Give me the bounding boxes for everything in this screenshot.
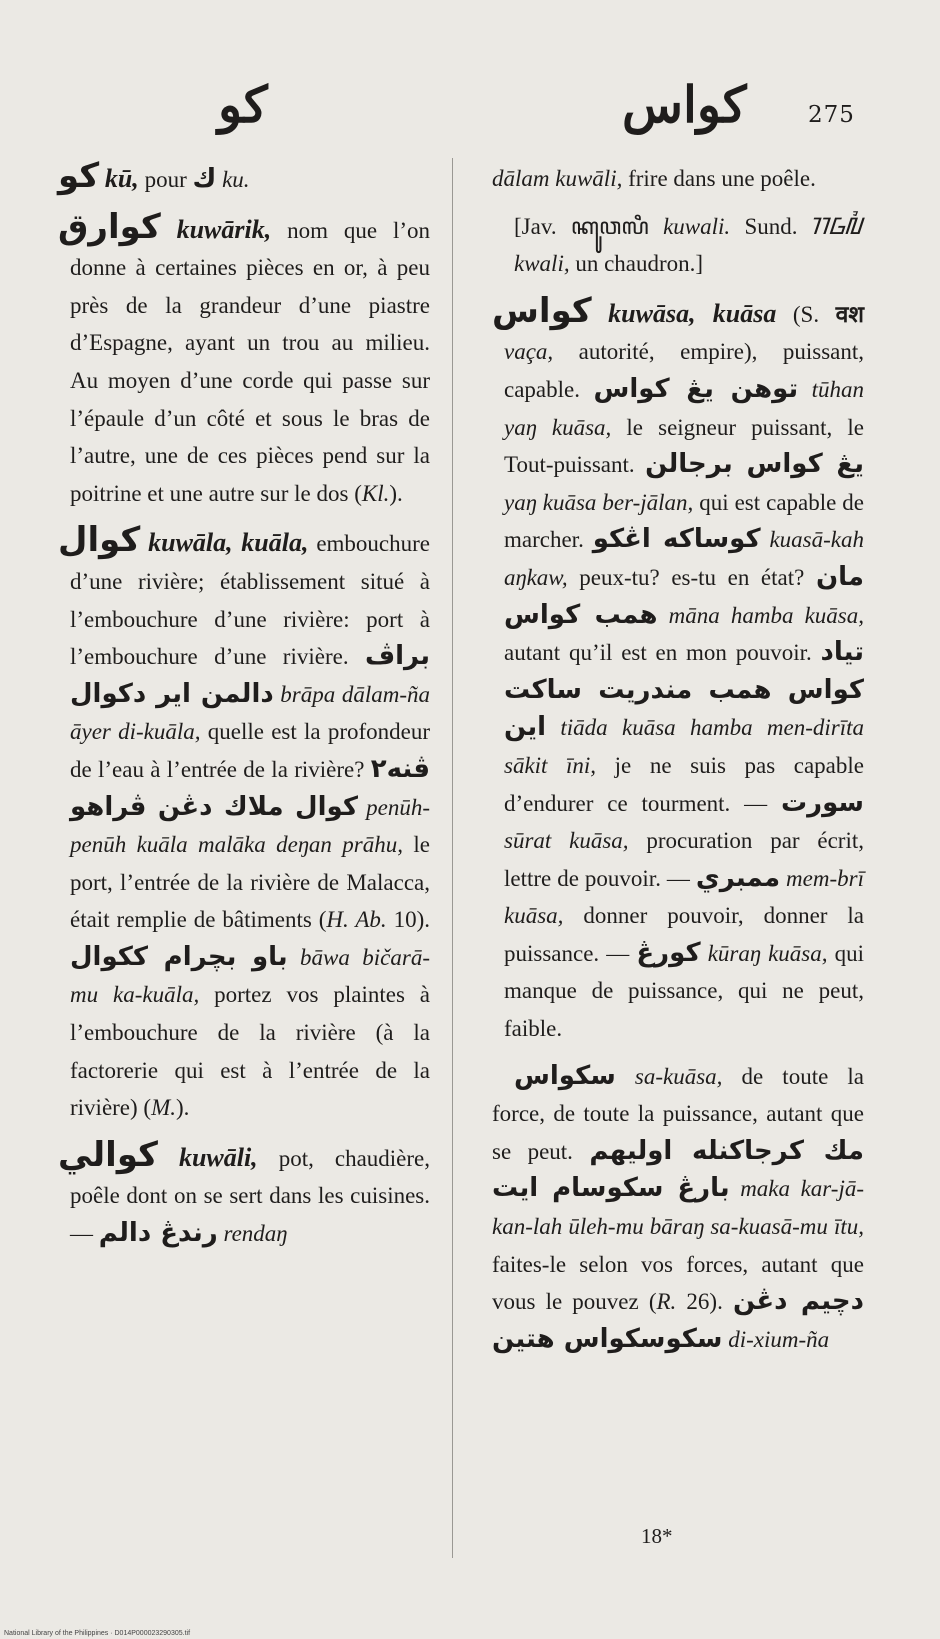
entry-translit: dālam kuwāli, [492, 166, 623, 191]
signature-mark: 18* [641, 1524, 673, 1548]
entry-text: le seigneur puissant, le Tout-puissant. [504, 414, 864, 478]
entry-kuwala [58, 522, 430, 1127]
entry-text: faites-le selon vos forces, autant que vous le pouvez ( [492, 1251, 864, 1315]
entry-text: le port, l’entrée de la rivière de Malacca, était remplie de bâtiments ( [70, 832, 430, 933]
entry-translit: penūh-penūh kuāla malāka deŋan prāhu, [70, 794, 431, 858]
entry-translit: bāwa bičarā-mu ka-kuāla, [70, 944, 430, 1008]
page-number: 275 [808, 102, 855, 128]
entry-arabic-inline: ك [192, 164, 217, 194]
entry-text: ). [389, 480, 403, 506]
note-text: Sund. [730, 213, 812, 239]
entry-headword: kuwāli, [178, 1142, 258, 1172]
header-arabic-right: كواس [622, 75, 747, 134]
entry-text: embouchure d’une rivière; établissement situé à l’embouchure d’une rivière: port à l’embouchure d’une rivière. [70, 531, 430, 670]
entry-translit: sa-kuāsa, [615, 1063, 723, 1089]
entry-kuwarik [58, 206, 430, 513]
entry-text: de toute la force, de toute la puissance, autant que se peut. [492, 1063, 864, 1164]
entry-translit: maka kar-jā-kan-lah ūleh-mu bāraŋ sa-kuasā-mu ītu, [492, 1176, 864, 1240]
entry-text: quelle est la profondeur de l’eau à l’entrée de la rivière? [70, 719, 431, 782]
entry-text: qui est capable de marcher. [504, 489, 865, 553]
entry-arabic-inline: براڤ دالمن اير دكوال [70, 641, 430, 709]
entry-arabic-inline: يڠ كواس برجالن [645, 449, 864, 480]
javanese-script: ꦏꦸꦮꦭꦶ [570, 213, 649, 239]
entry-kuwali-cont [492, 160, 864, 198]
entry-text: donner pouvoir, donner la puissance. — [504, 903, 864, 966]
entry-text: portez vos plaintes à l’embouchure de la rivière (à la factorerie qui est à l’entrée de la rivière) ( [70, 982, 430, 1121]
entry-text: nom que l’on donne à certaines pièces en or, à peu près de la grandeur d’une piastre d’Espagne, ayant un trou au milieu. Au moyen d’une corde qui passe sur l’épaule d’un côté et sous le bras de l’autre, une de ces pièces pend sur la poitrine et une autre sur le dos ( [70, 217, 430, 506]
entry-arabic-inline: رندڠ دالم [98, 1218, 218, 1249]
entry-text: pour [138, 167, 193, 192]
entry-translit: sūrat kuāsa, [504, 828, 629, 854]
entry-translit: brāpa dālam-ña āyer di-kuāla, [70, 681, 430, 745]
entry-text: ). [176, 1095, 190, 1121]
entry-reference: Kl. [361, 480, 390, 506]
entry-translit: kūraŋ kuāsa, [700, 940, 828, 966]
entry-ku [58, 158, 430, 199]
entry-text: pot, chaudière, poêle dont on se sert dans les cuisines. — [70, 1145, 430, 1247]
note-text: [Jav. [514, 213, 571, 239]
left-column [58, 158, 430, 1263]
entry-arabic-inline: كورڠ [636, 937, 701, 968]
entry-arabic: كواس [492, 290, 592, 331]
entry-arabic-inline: دچيم دڠن سكوسكواس هتين [492, 1286, 864, 1354]
entry-reference: M. [151, 1095, 177, 1121]
entry-kuwali [58, 1134, 430, 1253]
entry-text: autant qu’il est en mon pouvoir. [504, 640, 821, 666]
header-arabic-left: كو [218, 75, 268, 134]
entry-arabic-inline: ڤنه٢ كوال ملاك دڠن ڤراهو [70, 753, 430, 822]
entry-translit: māna hamba kuāsa, [657, 602, 864, 628]
entry-arabic: كوارق [58, 206, 161, 247]
sundanese-script: ᮊᮝᮜᮤ [811, 213, 864, 239]
entry-translit: ku. [222, 167, 250, 192]
entry-text: (S. [776, 301, 836, 327]
note-translit: kuwali. [648, 213, 731, 239]
sanskrit-word: वश [835, 301, 864, 327]
entry-headword: kuwāla, kuāla, [148, 528, 309, 558]
entry-sakuasa [492, 1058, 864, 1359]
entry-text: 26). [676, 1289, 733, 1315]
entry-text: procuration par écrit, lettre de pouvoir. — [504, 828, 864, 891]
entry-translit: tūhan yaŋ kuāsa, [504, 376, 865, 440]
entry-reference: R. [656, 1289, 677, 1315]
entry-translit: kuasā-kah aŋkaw, [504, 527, 864, 590]
entry-text: peux-tu? es-tu en état? [567, 564, 816, 590]
entry-arabic-inline: تياد كواس همب مندريت ساكت اين [504, 637, 864, 743]
entry-arabic-inline: مك كرجاكنله اوليهم بارڠ سكوسام ايت [492, 1135, 864, 1204]
entry-arabic: كوال [58, 520, 141, 561]
entry-arabic-inline: كوساكه اڠكو [592, 524, 761, 555]
note-text: un chaudron.] [569, 251, 704, 277]
entry-arabic-inline: سكواس [514, 1060, 616, 1091]
entry-arabic-inline: باو بچرام ككوال [70, 941, 288, 972]
entry-headword: kuwāsa, kuāsa [608, 298, 777, 328]
column-divider [452, 158, 453, 1558]
entry-text: qui manque de puissance, qui ne peut, faible. [504, 940, 864, 1042]
scan-credit: National Library of the Philippines · D014P000023290305.tif [4, 1630, 191, 1637]
entry-kuwasa [492, 290, 865, 1048]
entry-translit: vaça, [504, 339, 554, 365]
entry-translit: mem-brī kuāsa, [504, 865, 864, 929]
entry-text: je ne suis pas capable d’endurer ce tourment. — [504, 752, 864, 816]
entry-translit: yaŋ kuāsa ber-jālan, [504, 489, 694, 515]
entry-translit: di-xium-ña [722, 1326, 830, 1352]
entry-translit: rendaŋ [217, 1221, 288, 1247]
entry-translit: tiāda kuāsa hamba men-dirīta sākit īni, [504, 715, 864, 778]
entry-arabic-inline: توهن يڠ كواس [593, 373, 799, 404]
entry-reference: H. Ab. [326, 907, 387, 933]
entry-headword: kū, [104, 164, 139, 193]
entry-text: autorité, empire), puissant, capable. [504, 339, 864, 402]
cognate-note [514, 208, 864, 283]
entry-arabic-inline: مان همب كواس [504, 561, 864, 630]
entry-arabic: كوالي [58, 1134, 158, 1175]
note-translit: kwali, [514, 251, 570, 277]
entry-arabic-inline: سورت [781, 787, 864, 818]
entry-text: 10). [386, 907, 430, 933]
entry-text: frire dans une poêle. [622, 166, 816, 191]
entry-arabic-inline: ممبري [695, 862, 781, 893]
entry-arabic: كو [58, 156, 100, 196]
entry-headword: kuwārik, [176, 214, 272, 244]
right-column [492, 160, 864, 1368]
